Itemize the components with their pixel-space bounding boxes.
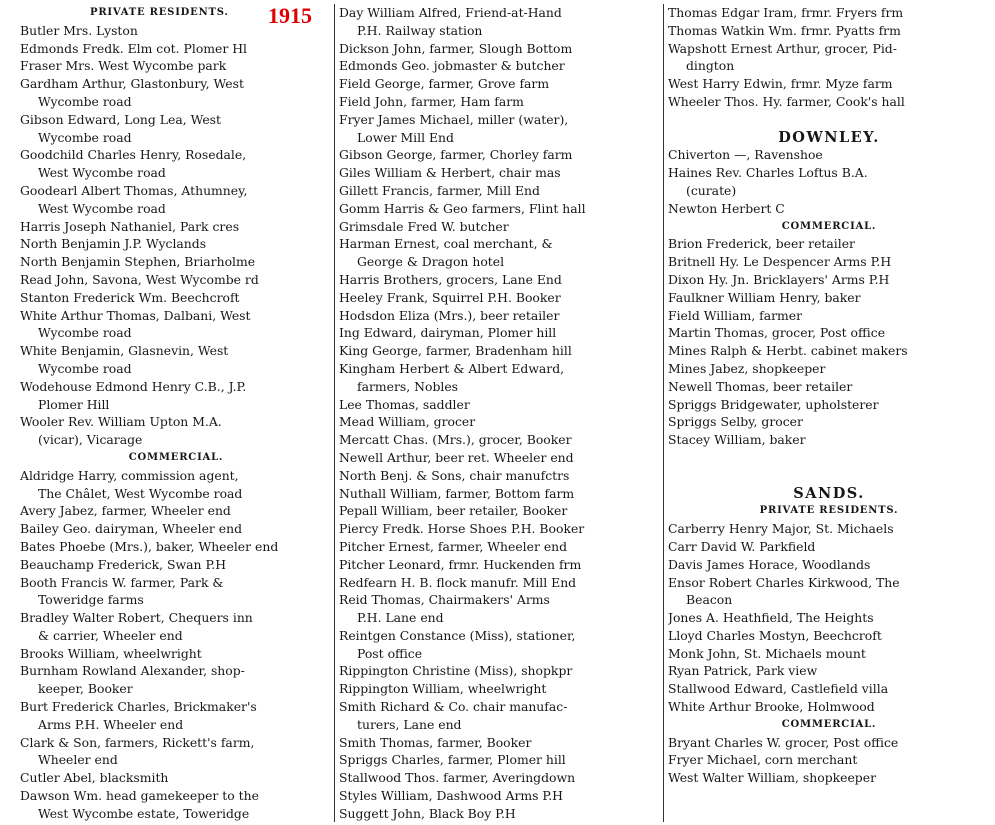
section-heading: COMMERCIAL. (781, 718, 877, 730)
directory-entry: North Benjamin Stephen, Briarholme (20, 254, 256, 270)
directory-entry: Newell Thomas, beer retailer (668, 378, 853, 394)
directory-entry: Ensor Robert Charles Kirkwood, The (668, 574, 900, 590)
directory-entry: Haines Rev. Charles Loftus B.A. (668, 165, 868, 181)
directory-entry: Goodearl Albert Thomas, Athumney, (20, 182, 248, 198)
directory-entry: Spriggs Selby, grocer (668, 414, 803, 430)
directory-entry: Chiverton —, Ravenshoe (668, 147, 823, 163)
directory-entry: North Benjamin J.P. Wyclands (20, 236, 207, 252)
entry-continuation: Post office (357, 645, 423, 661)
directory-entry: Clark & Son, farmers, Rickett's farm, (20, 734, 255, 750)
directory-entry: Carberry Henry Major, St. Michaels (668, 521, 894, 537)
directory-entry: Hodsdon Eliza (Mrs.), beer retailer (339, 307, 560, 323)
directory-entry: Dixon Hy. Jn. Bricklayers' Arms P.H (668, 271, 890, 287)
spacer (668, 449, 990, 467)
directory-entry: Bates Phoebe (Mrs.), baker, Wheeler end (20, 538, 279, 554)
column-2 (339, 4, 661, 823)
directory-entry: Lee Thomas, saddler (339, 396, 470, 412)
directory-entry: Giles William & Herbert, chair mas (339, 165, 561, 181)
entry-continuation: Arms P.H. Wheeler end (38, 716, 184, 732)
directory-entry: Mines Ralph & Herbt. cabinet makers (668, 343, 908, 359)
directory-entry: Stallwood Thos. farmer, Averingdown (339, 770, 576, 786)
directory-entry: Cutler Abel, blacksmith (20, 770, 169, 786)
entry-continuation: Wycombe road (38, 325, 132, 341)
column-1 (20, 4, 332, 823)
directory-entry: Kingham Herbert & Albert Edward, (339, 360, 565, 376)
directory-entry: Brooks William, wheelwright (20, 645, 202, 661)
entry-continuation: Wycombe road (38, 129, 132, 145)
directory-entry: Gibson Edward, Long Lea, West (20, 111, 221, 127)
entry-continuation: West Wycombe road (38, 200, 166, 216)
directory-entry: Redfearn H. B. flock manufr. Mill End (339, 574, 577, 590)
directory-entry: Wodehouse Edmond Henry C.B., J.P. (20, 378, 247, 394)
spacer (668, 467, 990, 485)
entry-continuation: Beacon (686, 592, 733, 608)
directory-entry: Grimsdale Fred W. butcher (339, 218, 509, 234)
directory-entry: Harman Ernest, coal merchant, & (339, 236, 553, 252)
directory-entry: Faulkner William Henry, baker (668, 289, 861, 305)
entry-continuation: (vicar), Vicarage (38, 432, 143, 448)
directory-entry: Dawson Wm. head gamekeeper to the (20, 788, 259, 804)
directory-entry: West Harry Edwin, frmr. Myze farm (668, 76, 893, 92)
directory-entry: Rippington Christine (Miss), shopkpr (339, 663, 573, 679)
directory-entry: Heeley Frank, Squirrel P.H. Booker (339, 289, 561, 305)
directory-entry: Stallwood Edward, Castlefield villa (668, 681, 889, 697)
directory-entry: Spriggs Charles, farmer, Plomer hill (339, 752, 566, 768)
directory-entry: Pepall William, beer retailer, Booker (339, 503, 568, 519)
entry-continuation: Toweridge farms (38, 592, 144, 608)
directory-entry: White Benjamin, Glasnevin, West (20, 343, 229, 359)
directory-entry: Brion Frederick, beer retailer (668, 236, 855, 252)
directory-entry: Jones A. Heathfield, The Heights (668, 610, 874, 626)
directory-entry: Davis James Horace, Woodlands (668, 556, 871, 572)
directory-entry: Mines Jabez, shopkeeper (668, 360, 826, 376)
entry-continuation: West Wycombe road (38, 165, 166, 181)
directory-entry: Nuthall William, farmer, Bottom farm (339, 485, 575, 501)
directory-entry: Ryan Patrick, Park view (668, 663, 818, 679)
directory-entry: Mercatt Chas. (Mrs.), grocer, Booker (339, 432, 572, 448)
directory-entry: Carr David W. Parkfield (668, 538, 816, 554)
directory-entry: Suggett John, Black Boy P.H (339, 805, 516, 821)
entry-continuation: The Châlet, West Wycombe road (38, 485, 243, 501)
directory-entry: Day William Alfred, Friend-at-Hand (339, 5, 562, 20)
spacer (668, 111, 990, 129)
entry-continuation: Wycombe road (38, 360, 132, 376)
entry-continuation: West Wycombe estate, Toweridge (38, 805, 250, 821)
directory-entry: Newell Arthur, beer ret. Wheeler end (339, 449, 574, 465)
directory-entry: North Benj. & Sons, chair manufctrs (339, 467, 570, 483)
directory-entry: Thomas Edgar Iram, frmr. Fryers frm (668, 5, 904, 20)
entry-continuation: dington (686, 58, 735, 74)
directory-entry: Beauchamp Frederick, Swan P.H (20, 556, 227, 572)
directory-entry: Gardham Arthur, Glastonbury, West (20, 76, 244, 92)
directory-entry: Booth Francis W. farmer, Park & (20, 574, 224, 590)
directory-entry: Harris Brothers, grocers, Lane End (339, 271, 562, 287)
directory-entry: Lloyd Charles Mostyn, Beechcroft (668, 627, 882, 643)
directory-entry: Styles William, Dashwood Arms P.H (339, 788, 563, 804)
entry-continuation: P.H. Lane end (357, 610, 444, 626)
directory-entry: Goodchild Charles Henry, Rosedale, (20, 147, 247, 163)
column-divider (334, 4, 335, 822)
directory-entry: Fryer James Michael, miller (water), (339, 111, 569, 127)
column-divider (663, 4, 664, 822)
entry-continuation: Wheeler end (38, 752, 118, 768)
directory-entry: Field George, farmer, Grove farm (339, 76, 550, 92)
directory-entry: Mead William, grocer (339, 414, 476, 430)
directory-entry: Thomas Watkin Wm. frmr. Pyatts frm (668, 22, 901, 38)
entry-continuation: keeper, Booker (38, 681, 133, 697)
directory-entry: Fryer Michael, corn merchant (668, 752, 858, 768)
directory-entry: Wheeler Thos. Hy. farmer, Cook's hall (668, 93, 905, 109)
entry-continuation: Lower Mill End (357, 129, 454, 145)
directory-entry: Martin Thomas, grocer, Post office (668, 325, 886, 341)
directory-entry: Fraser Mrs. West Wycombe park (20, 58, 227, 74)
year-label: 1915 (268, 3, 312, 28)
section-heading: COMMERCIAL. (781, 220, 877, 232)
directory-entry: Newton Herbert C (668, 200, 785, 216)
section-heading: PRIVATE RESIDENTS. (759, 505, 899, 517)
directory-entry: Gomm Harris & Geo farmers, Flint hall (339, 200, 586, 216)
directory-entry: Reid Thomas, Chairmakers' Arms (339, 592, 550, 608)
directory-entry: Gibson George, farmer, Chorley farm (339, 147, 573, 163)
directory-entry: Bryant Charles W. grocer, Post office (668, 734, 899, 750)
entry-continuation: P.H. Railway station (357, 22, 483, 38)
directory-entry: Smith Richard & Co. chair manufac- (339, 699, 568, 715)
directory-entry: Pitcher Leonard, frmr. Huckenden frm (339, 556, 582, 572)
directory-entry: Bradley Walter Robert, Chequers inn (20, 610, 253, 626)
directory-entry: Avery Jabez, farmer, Wheeler end (20, 503, 231, 519)
directory-entry: Wooler Rev. William Upton M.A. (20, 414, 222, 430)
directory-entry: Rippington William, wheelwright (339, 681, 547, 697)
directory-entry: Reintgen Constance (Miss), stationer, (339, 627, 576, 643)
entry-continuation: farmers, Nobles (357, 378, 459, 394)
directory-entry: Edmonds Fredk. Elm cot. Plomer Hl (20, 40, 247, 56)
directory-entry: Ing Edward, dairyman, Plomer hill (339, 325, 557, 341)
section-heading: PRIVATE RESIDENTS. (90, 7, 229, 18)
column-3 (668, 4, 990, 787)
directory-entry: King George, farmer, Bradenham hill (339, 343, 572, 359)
directory-entry: Dickson John, farmer, Slough Bottom (339, 40, 573, 56)
directory-entry: Burnham Rowland Alexander, shop- (20, 663, 245, 679)
directory-entry: Wapshott Ernest Arthur, grocer, Pid- (668, 40, 897, 56)
directory-entry: Pitcher Ernest, farmer, Wheeler end (339, 538, 568, 554)
entry-continuation: & carrier, Wheeler end (38, 627, 183, 643)
entry-continuation: turers, Lane end (357, 716, 462, 732)
entry-continuation: (curate) (686, 182, 737, 198)
directory-entry: Butler Mrs. Lyston (20, 22, 138, 38)
place-heading: SANDS. (793, 484, 865, 502)
entry-continuation: Plomer Hill (38, 396, 110, 412)
directory-entry: Smith Thomas, farmer, Booker (339, 734, 532, 750)
directory-entry: Read John, Savona, West Wycombe rd (20, 271, 259, 287)
directory-entry: Piercy Fredk. Horse Shoes P.H. Booker (339, 521, 585, 537)
directory-entry: Britnell Hy. Le Despencer Arms P.H (668, 254, 892, 270)
directory-entry: Spriggs Bridgewater, upholsterer (668, 396, 879, 412)
directory-entry: Field John, farmer, Ham farm (339, 93, 524, 109)
directory-entry: Harris Joseph Nathaniel, Park cres (20, 218, 240, 234)
directory-entry: Bailey Geo. dairyman, Wheeler end (20, 521, 243, 537)
directory-entry: White Arthur Brooke, Holmwood (668, 699, 875, 715)
directory-entry: Edmonds Geo. jobmaster & butcher (339, 58, 565, 74)
directory-entry: Monk John, St. Michaels mount (668, 645, 866, 661)
entry-continuation: George & Dragon hotel (357, 254, 505, 270)
entry-continuation: Wycombe road (38, 93, 132, 109)
directory-entry: West Walter William, shopkeeper (668, 770, 876, 786)
directory-entry: Aldridge Harry, commission agent, (20, 467, 239, 483)
directory-entry: Burt Frederick Charles, Brickmaker's (20, 699, 257, 715)
directory-entry: White Arthur Thomas, Dalbani, West (20, 307, 251, 323)
directory-entry: Field William, farmer (668, 307, 803, 323)
directory-entry: Gillett Francis, farmer, Mill End (339, 182, 540, 198)
directory-entry: Stacey William, baker (668, 432, 806, 448)
directory-entry: Stanton Frederick Wm. Beechcroft (20, 289, 240, 305)
place-heading: DOWNLEY. (778, 128, 880, 146)
section-heading: COMMERCIAL. (128, 451, 224, 463)
